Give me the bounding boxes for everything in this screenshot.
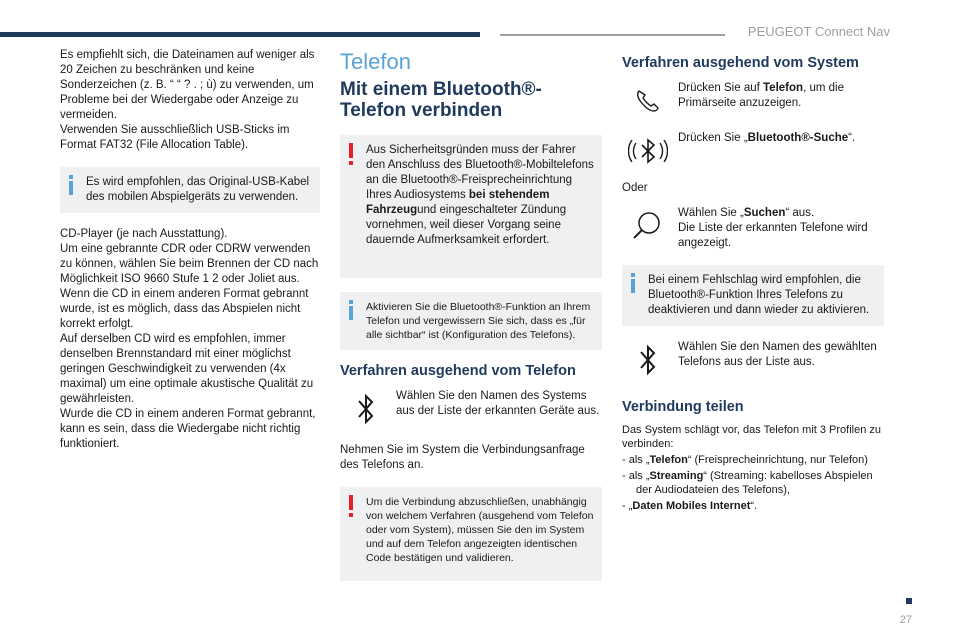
step-text-part: Drücken Sie „ [678, 132, 748, 144]
page-marker [906, 598, 912, 604]
step-text: Wählen Sie den Namen des Systems aus der Liste der erkannten Geräte aus. [396, 390, 600, 417]
paragraph: CD-Player (je nach Ausstattung). [60, 228, 228, 240]
list-item-bold: Daten Mobiles Internet [632, 500, 751, 512]
warning-box [340, 135, 602, 278]
warning-icon [348, 495, 354, 521]
subsection-title: Verfahren ausgehend vom System [622, 55, 859, 71]
paragraph: Nehmen Sie im System die Verbindungsanfrage des Telefons an. [340, 444, 585, 471]
step-text-part: “ aus. [785, 207, 815, 219]
info-box [340, 292, 602, 350]
info-icon [630, 273, 636, 297]
list-item-part: “ (Streaming: kabelloses Abspielen der Audiodateien des Telefons), [636, 470, 873, 496]
warning-text-part: und eingeschalteter Zündung vornehmen, weil dieser Vorgang seine dauernde Aufmerksamkeit erfordert. [366, 204, 567, 246]
list-item [622, 453, 884, 467]
column-1 [60, 48, 320, 452]
paragraph: Verwenden Sie ausschließlich USB-Sticks im Format FAT32 (File Allocation Table). [60, 124, 290, 151]
list-item-part: - „ [622, 500, 633, 512]
list-item [622, 469, 884, 497]
page-title: Mit einem Bluetooth®-Telefon verbinden [340, 79, 542, 121]
search-icon [622, 206, 674, 246]
paragraph: Das System schlägt vor, das Telefon mit 3 Profilen zu verbinden: [622, 424, 882, 450]
section-title: Telefon [340, 49, 411, 74]
list-item-part: “. [750, 500, 758, 512]
list-item-part: - als „ [622, 470, 650, 482]
list-item-part: “ (Freisprecheinrichtung, nur Telefon) [687, 454, 868, 466]
step-text-bold: Bluetooth®-Suche [747, 132, 849, 144]
list-item-bold: Streaming [649, 470, 704, 482]
info-text: Bei einem Fehlschlag wird empfohlen, die Bluetooth®-Funktion Ihres Telefons zu deaktivieren und dann wieder zu aktivieren. [648, 274, 870, 316]
step-text [674, 81, 884, 111]
subsection-title: Verfahren ausgehend vom Telefon [340, 363, 576, 379]
header-bar-right [500, 34, 725, 36]
list-item [622, 499, 884, 513]
info-box [622, 265, 884, 326]
profile-list [622, 423, 884, 513]
paragraph: Oder [622, 182, 648, 194]
column-2 [340, 49, 602, 595]
paragraph: Auf derselben CD wird es empfohlen, immer denselben Brennstandard mit einer möglichst geringen Geschwindigkeit zu verwenden (4x maximal) um eine optimale akustische Qualität zu gewährleisten. [60, 333, 314, 405]
step-text-part: Wählen Sie „ [678, 207, 744, 219]
list-item-part: - als „ [622, 454, 650, 466]
warning-box [340, 487, 602, 581]
paragraph: Um eine gebrannte CDR oder CDRW verwenden zu können, wählen Sie beim Brennen der CD nach Möglichkeit ISO 9660 Stufe 1 2 oder Joliet aus. [60, 243, 319, 285]
warning-icon [348, 143, 354, 169]
paragraph: Wenn die CD in einem anderen Format gebrannt wurde, ist es möglich, dass das Abspielen nicht korrekt erfolgt. [60, 288, 309, 330]
phone-icon [622, 81, 674, 121]
info-text: Aktivieren Sie die Bluetooth®-Funktion an Ihrem Telefon und vergewissern Sie sich, dass es „für alle sichtbar“ ist (Konfiguration des Telefons). [366, 301, 591, 341]
bluetooth-search-icon [622, 131, 674, 171]
step-text-bold: Suchen [743, 207, 786, 219]
warning-text-part: Aus Sicherheitsgründen muss der Fahrer den Anschluss des Bluetooth®-Mobiltelefons an die Bluetooth®-Freisprecheinrichtung Ihres Audiosystems [366, 144, 594, 201]
step [622, 340, 884, 380]
step-text-part: , um die Primärseite anzuzeigen. [678, 82, 844, 109]
step-text-part: “. [848, 132, 856, 144]
warning-text: Um die Verbindung abzuschließen, unabhängig von welchem Verfahren (ausgehend vom Telefon oder vom System), müssen Sie den im System und auf dem Telefon angezeigten identischen Code bestätigen und validieren. [366, 496, 594, 564]
bluetooth-icon [340, 389, 392, 429]
info-icon [68, 175, 74, 199]
step [340, 389, 602, 429]
paragraph: Wurde die CD in einem anderen Format gebrannt, kann es sein, dass die Wiedergabe nicht richtig funktioniert. [60, 408, 316, 450]
info-text: Es wird empfohlen, das Original-USB-Kabel des mobilen Abspielgeräts zu verwenden. [86, 176, 310, 203]
subsection-title: Verbindung teilen [622, 399, 744, 415]
info-box [60, 167, 320, 213]
step-text-part: Drücken Sie auf [678, 82, 764, 94]
step-text: Wählen Sie den Namen des gewählten Telefons aus der Liste aus. [678, 341, 877, 368]
column-3 [622, 56, 884, 515]
step [622, 81, 884, 121]
info-icon [348, 300, 354, 324]
header-bar-left [0, 32, 480, 37]
step-text [674, 131, 855, 146]
header-title: PEUGEOT Connect Nav [747, 24, 890, 39]
list-item-bold: Telefon [649, 454, 688, 466]
warning-text [366, 143, 594, 248]
step [622, 206, 884, 251]
paragraph: Es empfiehlt sich, die Dateinamen auf weniger als 20 Zeichen zu beschränken und keine Sonderzeichen (z. B. “ “ ? . ; ù) zu verwenden, um Probleme bei der Wiedergabe oder Anzeige zu vermeiden. [60, 49, 315, 121]
page-number: 27 [899, 614, 912, 626]
warning-text-bold: bei stehendem Fahrzeug [366, 189, 550, 216]
step-text [674, 206, 884, 251]
step [622, 131, 884, 171]
step-text-bold: Telefon [763, 82, 804, 94]
step-text-part: Die Liste der erkannten Telefone wird angezeigt. [678, 222, 868, 249]
bluetooth-icon [622, 340, 674, 380]
